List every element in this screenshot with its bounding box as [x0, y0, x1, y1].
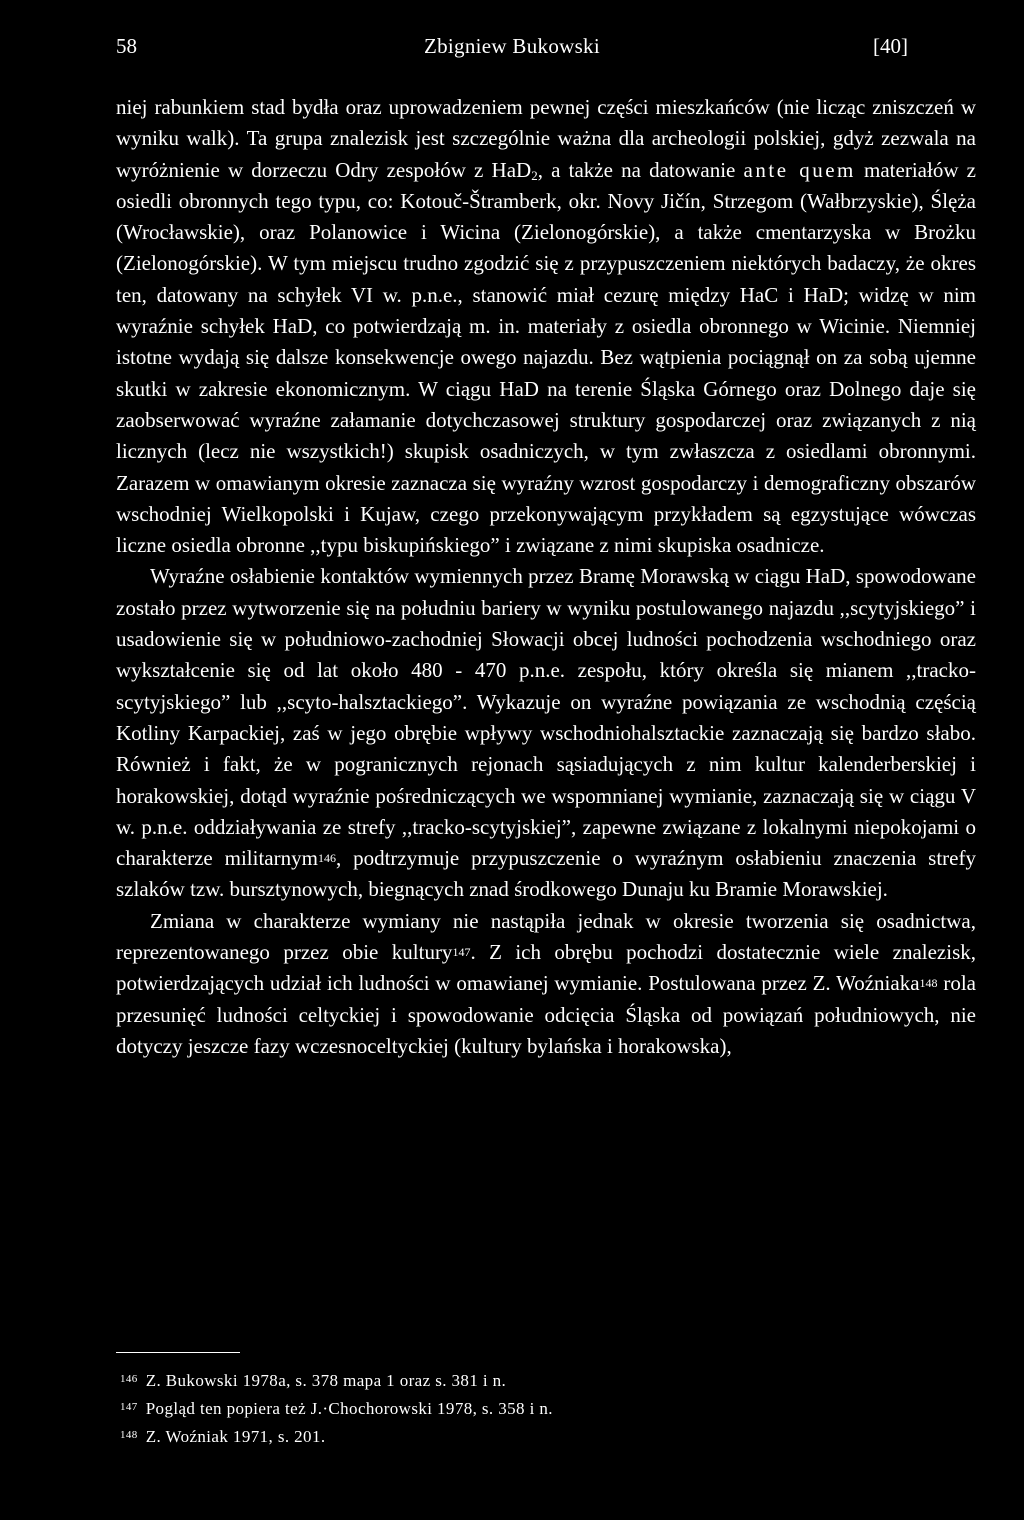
footnote-147 [120, 1396, 976, 1424]
footnote-text: Pogląd ten popiera też J.·Chochorowski 1978, s. 358 i n. [145, 1399, 553, 1418]
p3-text-c: rola przesunięć ludności celtyckiej i spowodowanie odcięcia Śląska od powiązań południowych, nie dotyczy jeszcze fazy wczesnoceltyckiej (kultury bylańska i horakowska), [116, 971, 976, 1058]
footnote-text: Z. Bukowski 1978a, s. 378 mapa 1 oraz s. 381 i n. [145, 1371, 507, 1390]
footnote-divider [116, 1352, 240, 1353]
p2-text-b: , podtrzymuje przypuszczenie o wyraźnym osłabieniu znaczenia strefy szlaków tzw. bursztynowych, biegnących znad środkowego Dunaju ku Bramie Morawskiej. [116, 846, 976, 902]
footnote-ref-148: 148 [919, 976, 938, 991]
footnotes [120, 1368, 976, 1452]
paragraph-2 [116, 561, 976, 905]
p1-text-a: niej rabunkiem stad bydła oraz uprowadzeniem pewnej części mieszkańców (nie licząc zniszczeń w wyniku walk). Ta grupa znalezisk jest szczególnie ważna dla archeologii polskiej, gdyż zezwala na wyróżnienie w dorzeczu Odry zespołów z HaD [116, 95, 976, 182]
footnote-ref-147: 147 [452, 945, 471, 960]
paragraph-1 [116, 92, 976, 561]
p3-text-a: Zmiana w charakterze wymiany nie nastąpiła jednak w okresie tworzenia się osadnictwa, reprezentowanego przez obie kultury [116, 908, 976, 965]
p1-subscript: 2 [531, 167, 538, 183]
footnote-146 [120, 1368, 976, 1396]
footnote-text: Z. Woźniak 1971, s. 201. [145, 1427, 326, 1446]
section-number: [40] [873, 34, 908, 58]
footnote-number: 147 [120, 1401, 138, 1413]
p1-ante-quem: ante quem [743, 157, 856, 182]
running-title: Zbigniew Bukowski [423, 34, 600, 58]
body-text [116, 92, 976, 1062]
p1-text-b: , a także na datowanie [537, 157, 744, 182]
footnote-number: 148 [120, 1429, 138, 1441]
paragraph-3 [116, 906, 976, 1062]
footnote-ref-146: 146 [317, 851, 336, 866]
p3-text-b: . Z ich obrębu pochodzi dostatecznie wiele znalezisk, potwierdzających udział ich ludności w omawianej wymianie. Postulowana przez Z. Woźniaka [116, 940, 977, 996]
footnote-148 [120, 1424, 976, 1452]
footnote-number: 146 [120, 1373, 138, 1385]
page-number: 58 [116, 34, 137, 58]
p2-text-a: Wyraźne osłabienie kontaktów wymiennych przez Bramę Morawską w ciągu HaD, spowodowane zostało przez wytworzenie się na południu bariery w wyniku postulowanego najazdu ,,scytyjskiego” i usadowienie się w południowo-zachodniej Słowacji obcej ludności pochodzenia wschodniego oraz wykształcenie się od lat około 480 - 470 p.n.e. zespołu, który określa się mianem ,,tracko-scytyjskiego” lub ,,scyto-halsztackiego”. Wykazuje on wyraźne powiązania ze wschodnią częścią Kotliny Karpackiej, zaś w jego obrębie wpływy wschodniohalsztackie zaznaczają się bardzo słabo. Również i fakt, że w pogranicznych rejonach sąsiadujących z nim kultur kalenderberskiej i horakowskiej, dotąd wyraźnie pośredniczących we wspomnianej wymianie, zaznaczają się w ciągu V w. p.n.e. oddziaływania ze strefy ,,tracko-scytyjskiej”, zapewne związane z lokalnymi niepokojami o charakterze militarnym [116, 564, 976, 871]
page-header [116, 34, 908, 64]
p1-text-c: materiałów z osiedli obronnych tego typu, co: Kotouč-Štramberk, okr. Novy Jičín, Strzegom (Wałbrzyskie), Ślęża (Wrocławskie), oraz Polanowice i Wicina (Zielonogórskie), a także cmentarzyska w Brożku (Zielonogórskie). W tym miejscu trudno zgodzić się z przypuszczeniem niektórych badaczy, że okres ten, datowany na schyłek VI w. p.n.e., stanowić miał cezurę między HaC i HaD; widzę w nim wyraźnie schyłek HaD, co potwierdzają m. in. materiały z osiedla obronnego w Wicinie. Niemniej istotne wydają się dalsze konsekwencje owego najazdu. Bez wątpienia pociągnął on za sobą ujemne skutki w zakresie ekonomicznym. W ciągu HaD na terenie Śląska Górnego oraz Dolnego daje się zaobserwować wyraźne załamanie dotychczasowej struktury gospodarczej oraz związanych z nią licznych (lecz nie wszystkich!) skupisk osadniczych, w tym zwłaszcza z osiedlami obronnymi. Zarazem w omawianym okresie zaznacza się wyraźny wzrost gospodarczy i demograficzny obszarów wschodniej Wielkopolski i Kujaw, czego przekonywającym przykładem są egzystujące wówczas liczne osiedla obronne ,,typu biskupińskiego” i związane z nimi skupiska osadnicze. [116, 157, 976, 558]
